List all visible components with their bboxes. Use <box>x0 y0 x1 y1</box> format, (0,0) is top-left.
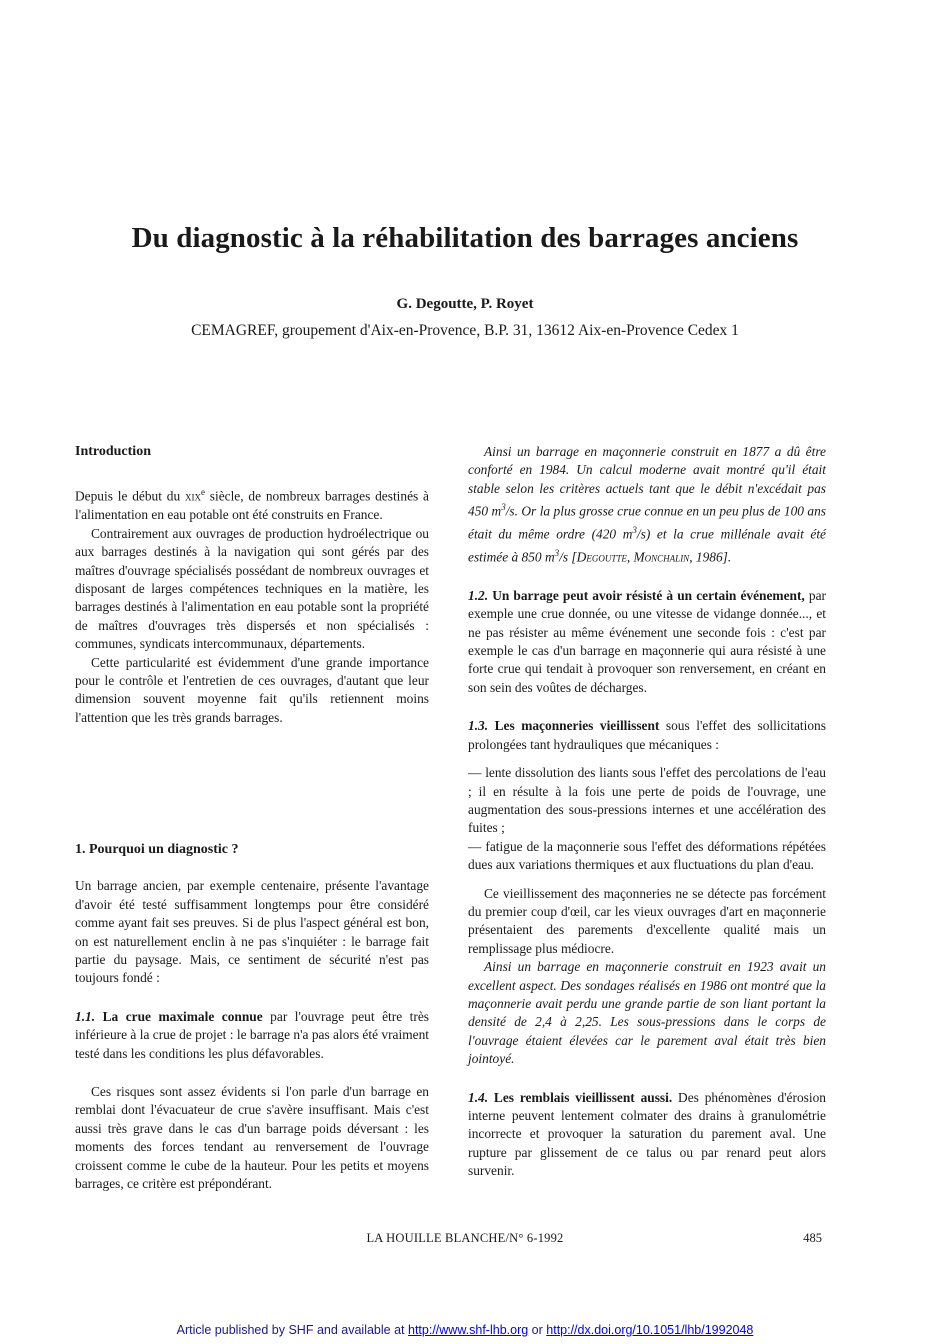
section-1-1: 1.1. La crue maximale connue par l'ouvrage peut être très inférieure à la crue de projet : le barrage n'a pas alors été vraiment testé dans les conditions les plus défavorables. <box>75 1008 429 1061</box>
authors: G. Degoutte, P. Royet <box>396 296 534 312</box>
section-1-paragraph: Un barrage ancien, par exemple centenaire, présente l'avantage d'avoir été testé suffisamment longtemps pour être considéré comme ayant fait ses preuves. Si de plus l'aspect général est bon, on est naturellement enclin à ne pas s'inquiéter : le barrage fait partie du paysage. Mais, ce sentiment de sécurité n'est pas toujours fondé : <box>75 878 429 986</box>
section-1-heading: 1. Pourquoi un diagnostic ? <box>75 842 239 857</box>
section-1-3: 1.3. Les maçonneries vieillissent sous l'effet des sollicitations prolongées tant hydrauliques que mécaniques : <box>468 718 826 752</box>
doi-link[interactable]: http://dx.doi.org/10.1051/lhb/1992048 <box>546 1323 754 1337</box>
section-1-2: 1.2. Un barrage peut avoir résisté à un certain événement, par exemple une crue donnée, ou une vitesse de vidange donnée..., et ne pas résister au même événement une seconde fois : c'est par exemple le cas d'un barrage en maçonnerie qui aura résisté à une forte crue qui tendait à provoquer son renversement, en créant en son sein des voûtes de décharges. <box>468 587 826 695</box>
affiliation: CEMAGREF, groupement d'Aix-en-Provence, B.P. 31, 13612 Aix-en-Provence Cedex 1 <box>191 322 739 339</box>
example-1: Ainsi un barrage en maçonnerie construit en 1877 a dû être conforté en 1984. Un calcul moderne avait montré qu'il était stable selon les critères actuels tant que le débit n'excédait pas 450 $m^3/s$. Or la plus grosse crue connue en un peu plus de 100 ans était du même ordre (420 $m^3/s$) et la crue millénale avait été estimée à 850 $m^3/s$ [Degoutte, Monchalin, 1986]. <box>468 444 826 565</box>
journal-footer: LA HOUILLE BLANCHE/N° 6-1992 <box>366 1231 564 1245</box>
left-column <box>75 443 429 727</box>
section-1-3-item-1: — lente dissolution des liants sous l'effet des percolations de l'eau ; il en résulte à la fois une perte de poids de l'ouvrage, une augmentation des sous-pressions internes et une accélération des fuites ; <box>468 765 826 836</box>
page-number: 485 <box>803 1231 822 1245</box>
example-2: Ainsi un barrage en maçonnerie construit en 1923 avait un excellent aspect. Des sondages réalisés en 1986 ont montré que la maçonnerie avait perdu une grande partie de son liant portant la densité de 2,4 à 2,25. Les sous-pressions dans le corps de l'ouvrage étaient élevées car le parement aval était très bien jointoyé. <box>468 959 826 1067</box>
publisher-banner: Article published by SHF and available at http://www.shf-lhb.org or http://dx.doi.org/10.1051/lhb/1992048 <box>176 1323 754 1337</box>
right-column <box>468 443 826 1181</box>
shf-link[interactable]: http://www.shf-lhb.org <box>408 1323 529 1337</box>
intro-paragraph-2: Contrairement aux ouvrages de production hydroélectrique ou aux barrages destinés à la navigation qui sont gérés par des maîtres d'ouvrage spécialisés possédant de nombreux ouvrages et disposant de larges compétences techniques en la matière, les barrages destinés à l'alimentation en eau potable sont la propriété de maîtres d'ouvrages très dispersés et non spécialisés : communes, syndicats intercommunaux, départements. <box>75 525 429 652</box>
left-column-section-1 <box>75 841 429 1194</box>
section-1-3-item-2: — fatigue de la maçonnerie sous l'effet des déformations répétées dues aux variations thermiques et aux fluctuations du plan d'eau. <box>468 838 826 873</box>
intro-heading: Introduction <box>75 444 151 459</box>
section-1-4: 1.4. Les remblais vieillissent aussi. Des phénomènes d'érosion interne peuvent lentement colmater des drains à granulométrie incorrecte et provoquer la saturation du parement aval. Une rupture par glissement de ce talus ou par renard peut alors survenir. <box>468 1089 826 1179</box>
section-1-1-paragraph-2: Ces risques sont assez évidents si l'on parle d'un barrage en remblai dont l'évacuateur de crue s'avère insuffisant. Mais c'est aussi très grave dans le cas d'un barrage poids déversant : les moments des forces tendant au renversement de l'ouvrage croissent comme le cube de la hauteur. Pour les petits et moyens barrages, ce critère est prépondérant. <box>75 1084 429 1192</box>
intro-paragraph-1: Depuis le début du xix$^e$ siècle, de nombreux barrages destinés à l'alimentation en eau potable ont été construits en France. <box>75 487 429 523</box>
intro-paragraph-3: Cette particularité est évidemment d'une grande importance pour le contrôle et l'entretien de ces ouvrages, d'autant que leur dimension souvent moyenne fait qu'ils retiennent moins l'attention que les très grands barrages. <box>75 654 429 725</box>
page-title: Du diagnostic à la réhabilitation des barrages anciens <box>131 222 799 254</box>
section-1-3-paragraph-2: Ce vieillissement des maçonneries ne se détecte pas forcément du premier coup d'œil, car les vieux ouvrages d'art en maçonnerie présentaient des parements d'excellente qualité mais un remplissage plus médiocre. <box>468 885 826 956</box>
